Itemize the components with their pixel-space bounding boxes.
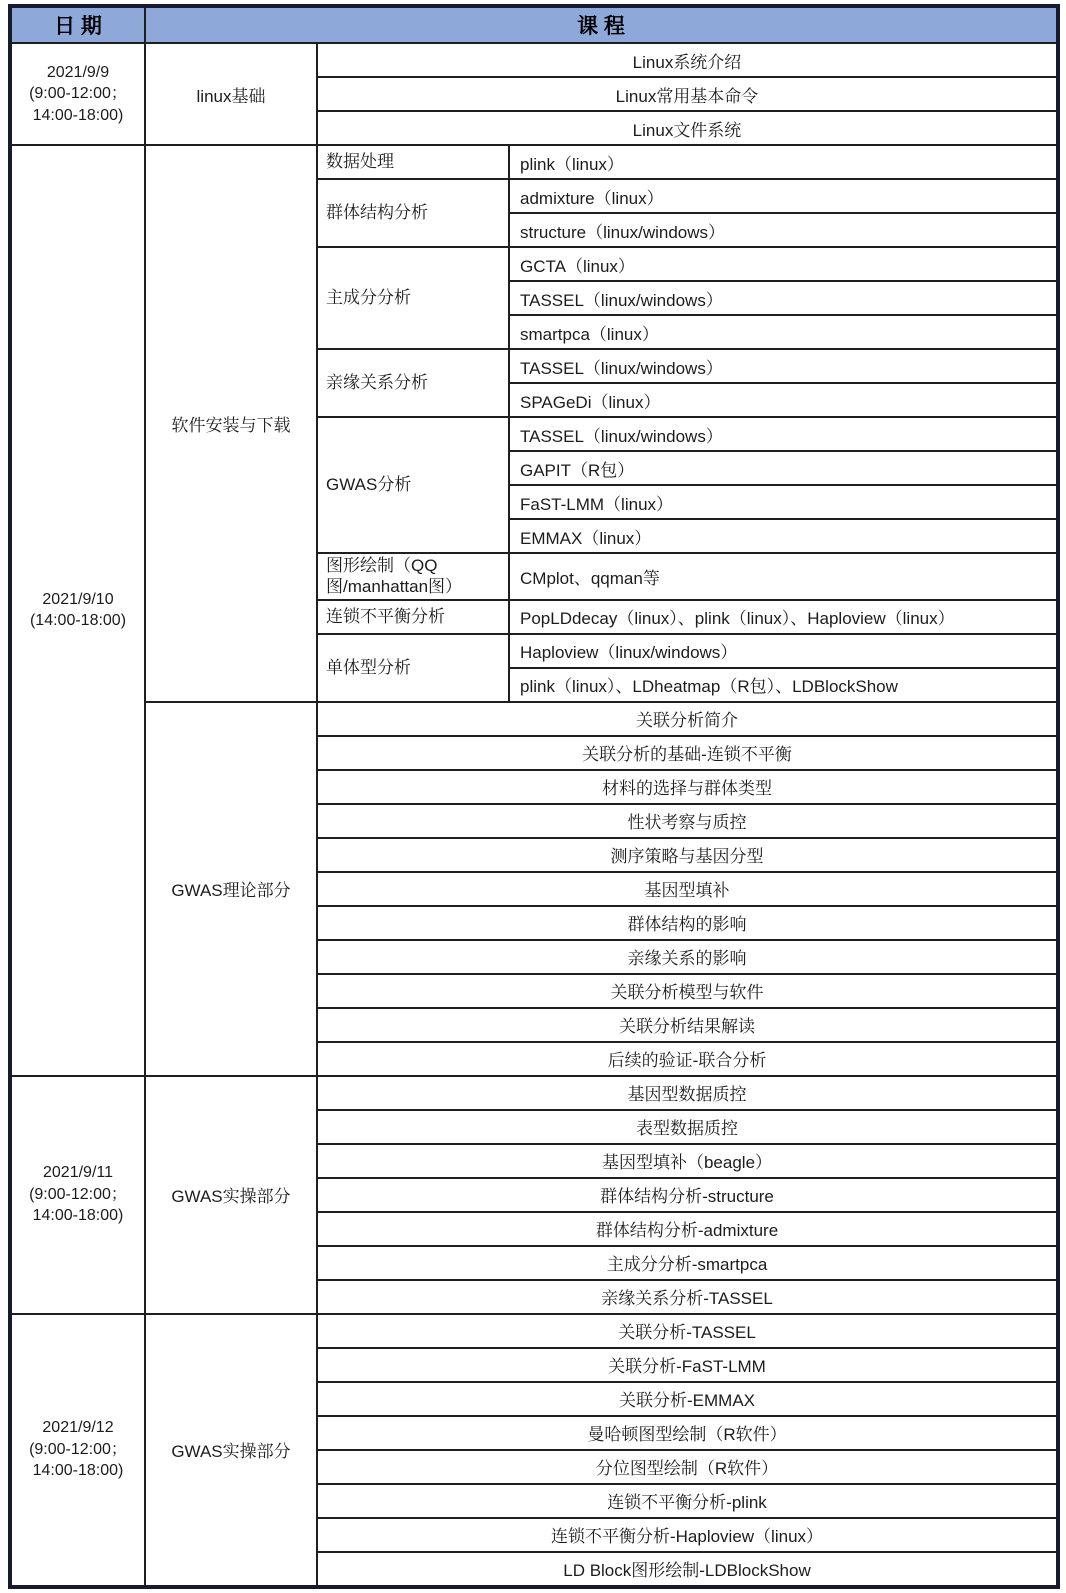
tool-cell: PopLDdecay（linux）、plink（linux）、Haploview（linux）	[509, 600, 1058, 634]
course-cell: 亲缘关系的影响	[317, 940, 1058, 974]
course-cell: 群体结构的影响	[317, 906, 1058, 940]
subcategory-cell: 亲缘关系分析	[317, 349, 509, 417]
table-row	[10, 43, 1058, 77]
tool-cell: plink（linux）	[509, 145, 1058, 179]
table-row	[10, 1076, 1058, 1110]
category-cell-linux-basics: linux基础	[145, 43, 317, 145]
course-cell: 亲缘关系分析-TASSEL	[317, 1280, 1058, 1314]
course-cell: 连锁不平衡分析-plink	[317, 1484, 1058, 1518]
time-text: 14:00-18:00)	[32, 106, 124, 124]
date-text: 2021/9/11	[43, 1164, 113, 1182]
course-cell: 关联分析简介	[317, 702, 1058, 736]
course-cell: Linux系统介绍	[317, 43, 1058, 77]
subcategory-cell: GWAS分析	[317, 417, 509, 553]
course-cell: 主成分分析-smartpca	[317, 1246, 1058, 1280]
subcategory-cell: 群体结构分析	[317, 179, 509, 247]
tool-cell: TASSEL（linux/windows）	[509, 349, 1058, 383]
course-cell: 关联分析-TASSEL	[317, 1314, 1058, 1348]
table-row	[10, 702, 1058, 736]
course-cell: 分位图型绘制（R软件）	[317, 1450, 1058, 1484]
course-cell: 后续的验证-联合分析	[317, 1042, 1058, 1076]
date-cell-2021-9-10	[10, 145, 145, 1076]
tool-cell: smartpca（linux）	[509, 315, 1058, 349]
date-text: 2021/9/10	[42, 590, 114, 608]
category-cell-gwas-theory: GWAS理论部分	[145, 702, 317, 1076]
subcategory-cell: 单体型分析	[317, 634, 509, 702]
subcategory-cell: 图形绘制（QQ图/manhattan图）	[317, 553, 509, 600]
date-cell-2021-9-11	[10, 1076, 145, 1314]
time-text: (9:00-12:00；	[29, 85, 127, 103]
subcategory-cell: 数据处理	[317, 145, 509, 179]
subcategory-cell: 主成分分析	[317, 247, 509, 349]
course-cell: 群体结构分析-admixture	[317, 1212, 1058, 1246]
header-row	[10, 6, 1058, 43]
time-text: (9:00-12:00；	[29, 1185, 127, 1203]
course-cell: 基因型填补（beagle）	[317, 1144, 1058, 1178]
tool-cell: Haploview（linux/windows）	[509, 634, 1058, 668]
course-cell: 表型数据质控	[317, 1110, 1058, 1144]
time-text: (14:00-18:00)	[29, 612, 127, 630]
category-cell-gwas-practice-1: GWAS实操部分	[145, 1076, 317, 1314]
course-cell: Linux文件系统	[317, 111, 1058, 145]
category-cell-software-install: 软件安装与下载	[145, 145, 317, 702]
course-cell: 性状考察与质控	[317, 804, 1058, 838]
table-row	[10, 145, 1058, 179]
course-cell: Linux常用基本命令	[317, 77, 1058, 111]
course-cell: 关联分析-EMMAX	[317, 1382, 1058, 1416]
tool-cell: GAPIT（R包）	[509, 451, 1058, 485]
course-cell: 关联分析结果解读	[317, 1008, 1058, 1042]
table-row	[10, 1314, 1058, 1348]
course-cell: 关联分析的基础-连锁不平衡	[317, 736, 1058, 770]
time-text: 14:00-18:00)	[32, 1462, 124, 1480]
tool-cell: EMMAX（linux）	[509, 519, 1058, 553]
tool-cell: structure（linux/windows）	[509, 213, 1058, 247]
course-cell: 关联分析模型与软件	[317, 974, 1058, 1008]
course-cell: 基因型填补	[317, 872, 1058, 906]
course-cell: 关联分析-FaST-LMM	[317, 1348, 1058, 1382]
course-cell: 连锁不平衡分析-Haploview（linux）	[317, 1518, 1058, 1552]
subcategory-cell: 连锁不平衡分析	[317, 600, 509, 634]
tool-cell: FaST-LMM（linux）	[509, 485, 1058, 519]
time-text: (9:00-12:00；	[29, 1440, 127, 1458]
category-cell-gwas-practice-2: GWAS实操部分	[145, 1314, 317, 1587]
course-cell: 群体结构分析-structure	[317, 1178, 1058, 1212]
course-cell: 测序策略与基因分型	[317, 838, 1058, 872]
date-text: 2021/9/12	[42, 1419, 114, 1437]
time-text: 14:00-18:00)	[32, 1207, 124, 1225]
date-cell-2021-9-9	[10, 43, 145, 145]
tool-cell: TASSEL（linux/windows）	[509, 417, 1058, 451]
course-cell: 材料的选择与群体类型	[317, 770, 1058, 804]
course-cell: 曼哈顿图型绘制（R软件）	[317, 1416, 1058, 1450]
tool-cell: plink（linux）、LDheatmap（R包）、LDBlockShow	[509, 668, 1058, 702]
tool-cell: TASSEL（linux/windows）	[509, 281, 1058, 315]
course-cell: 基因型数据质控	[317, 1076, 1058, 1110]
course-column-header: 课 程	[145, 6, 1058, 43]
course-schedule-table	[8, 4, 1060, 1589]
date-cell-2021-9-12	[10, 1314, 145, 1587]
date-column-header: 日 期	[10, 6, 145, 43]
date-text: 2021/9/9	[46, 63, 110, 81]
tool-cell: admixture（linux）	[509, 179, 1058, 213]
tool-cell: GCTA（linux）	[509, 247, 1058, 281]
tool-cell: SPAGeDi（linux）	[509, 383, 1058, 417]
tool-cell: CMplot、qqman等	[509, 553, 1058, 600]
course-cell: LD Block图形绘制-LDBlockShow	[317, 1552, 1058, 1587]
